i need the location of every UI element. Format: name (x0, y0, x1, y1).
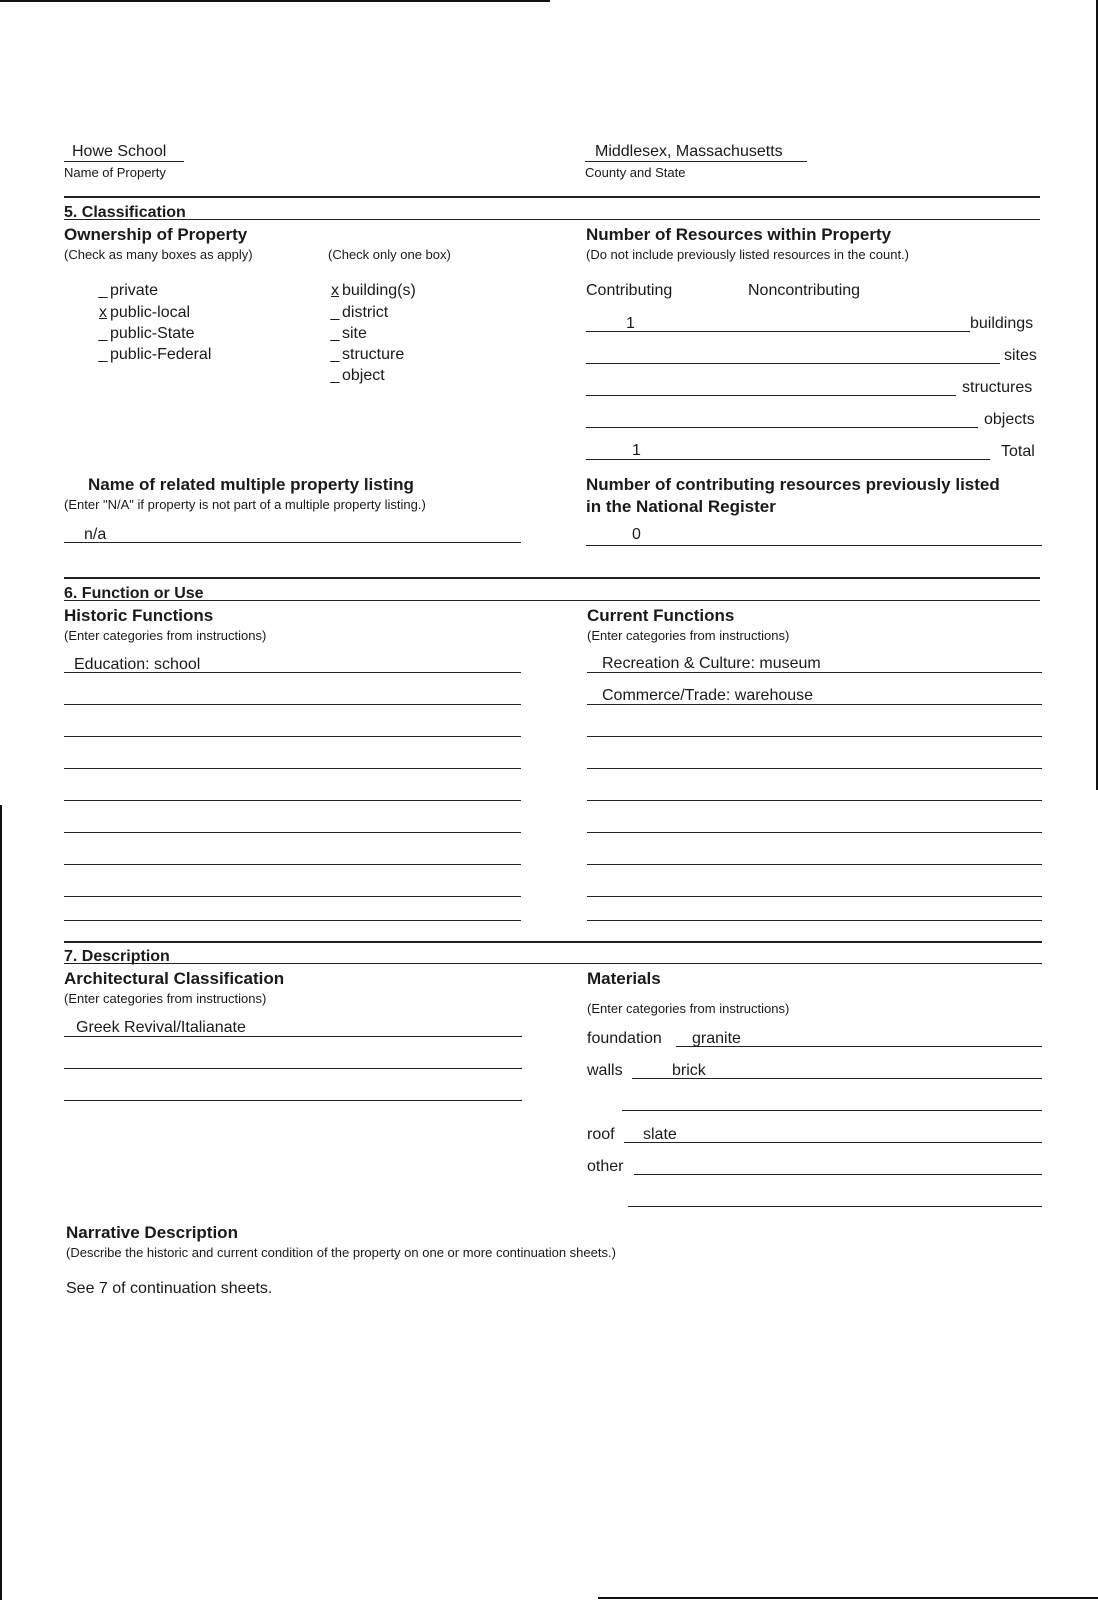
current-line (587, 832, 1042, 833)
property-name-label: Name of Property (64, 165, 166, 180)
other-line-2 (628, 1206, 1042, 1207)
walls-value: brick (672, 1062, 706, 1079)
resource-contributing: 1 (626, 315, 635, 332)
ownership-heading: Ownership of Property (64, 225, 248, 244)
county-state-value: Middlesex, Massachusetts (585, 143, 807, 162)
historic-functions-heading: Historic Functions (64, 606, 214, 625)
historic-line (64, 704, 521, 705)
col-noncontributing: Noncontributing (748, 282, 861, 299)
resources-heading: Number of Resources within Property (586, 225, 892, 244)
section5-rule (64, 219, 1040, 220)
current-line (587, 800, 1042, 801)
resource-label: Total (1001, 443, 1035, 460)
current-line (587, 864, 1042, 865)
foundation-line (676, 1046, 1042, 1047)
current-function-value: Recreation & Culture: museum (602, 655, 821, 672)
current-line (587, 896, 1042, 897)
historic-line (64, 768, 521, 769)
multiple-listing-value: n/a (84, 526, 107, 543)
current-line (587, 768, 1042, 769)
section5-title: 5. Classification (64, 204, 186, 221)
section7-title: 7. Description (64, 948, 170, 965)
walls-line (632, 1078, 1042, 1079)
category-option[interactable]: x building(s) (331, 282, 416, 299)
ownership-note: (Check as many boxes as apply) (64, 247, 253, 262)
resource-line (586, 363, 1000, 364)
historic-line (64, 864, 521, 865)
previously-listed-heading-2: in the National Register (586, 497, 776, 516)
historic-function-value: Education: school (74, 656, 201, 673)
narrative-text: See 7 of continuation sheets. (66, 1280, 273, 1297)
section6-rule (64, 600, 1040, 601)
historic-line (64, 800, 521, 801)
arch-classification-note: (Enter categories from instructions) (64, 991, 267, 1006)
section6-title: 6. Function or Use (64, 585, 204, 602)
other-label: other (587, 1158, 624, 1175)
multiple-listing-line (64, 542, 521, 543)
scan-edge-top (0, 0, 550, 2)
multiple-listing-heading: Name of related multiple property listing (88, 475, 414, 494)
section7-rule (64, 963, 1042, 964)
historic-functions-note: (Enter categories from instructions) (64, 628, 267, 643)
arch-line (64, 1036, 522, 1037)
previously-listed-line (586, 545, 1042, 546)
resource-line (586, 395, 956, 396)
resource-line (586, 427, 978, 428)
arch-line (64, 1068, 522, 1069)
walls-label: walls (587, 1062, 623, 1079)
foundation-label: foundation (587, 1030, 662, 1047)
historic-line (64, 832, 521, 833)
roof-line (624, 1142, 1042, 1143)
historic-line (64, 896, 521, 897)
current-line (587, 736, 1042, 737)
current-function-value: Commerce/Trade: warehouse (602, 687, 814, 704)
other-line (634, 1174, 1042, 1175)
foundation-value: granite (692, 1030, 741, 1047)
ownership-option[interactable]: _ public-Federal (98, 346, 212, 363)
arch-classification-value: Greek Revival/Italianate (76, 1019, 246, 1036)
ownership-option[interactable]: _ private (98, 282, 159, 299)
roof-value: slate (643, 1126, 677, 1143)
current-line (587, 920, 1042, 921)
section7-divider (64, 941, 1042, 943)
narrative-heading: Narrative Description (66, 1223, 238, 1242)
arch-classification-heading: Architectural Classification (64, 969, 285, 988)
category-note: (Check only one box) (328, 247, 451, 262)
section6-divider (64, 577, 1040, 579)
multiple-listing-note: (Enter "N/A" if property is not part of a multiple property listing.) (64, 497, 426, 512)
current-line (587, 704, 1042, 705)
resource-label: objects (984, 411, 1035, 428)
resource-label: sites (1004, 347, 1037, 364)
resource-label: buildings (970, 315, 1034, 332)
category-option[interactable]: _ district (330, 304, 389, 321)
resource-line (586, 459, 990, 460)
roof-label: roof (587, 1126, 615, 1143)
narrative-note: (Describe the historic and current condition of the property on one or more continuation sheets.) (66, 1245, 616, 1260)
col-contributing: Contributing (586, 282, 673, 299)
historic-line (64, 920, 521, 921)
ownership-option[interactable]: x public-local (99, 304, 191, 321)
county-state-label: County and State (585, 165, 686, 180)
historic-line (64, 736, 521, 737)
header-divider (64, 196, 1040, 198)
previously-listed-heading: Number of contributing resources previously listed (586, 475, 1000, 494)
scan-edge-left (0, 805, 2, 1600)
resource-line (586, 331, 970, 332)
category-option[interactable]: _ structure (330, 346, 405, 363)
current-functions-heading: Current Functions (587, 606, 735, 625)
materials-heading: Materials (587, 969, 661, 988)
ownership-option[interactable]: _ public-State (98, 325, 195, 342)
resources-note: (Do not include previously listed resources in the count.) (586, 247, 909, 262)
current-functions-note: (Enter categories from instructions) (587, 628, 790, 643)
walls-line-2 (622, 1110, 1042, 1111)
arch-line (64, 1100, 522, 1101)
category-option[interactable]: _ site (330, 325, 367, 342)
materials-note: (Enter categories from instructions) (587, 1001, 790, 1016)
category-option[interactable]: _ object (330, 367, 385, 384)
historic-line (64, 672, 521, 673)
resource-total-contributing: 1 (632, 442, 641, 459)
scan-edge-bottom (598, 1597, 1098, 1599)
previously-listed-value: 0 (632, 526, 641, 543)
current-line (587, 672, 1042, 673)
resource-label: structures (962, 379, 1033, 396)
property-name-value: Howe School (64, 143, 184, 162)
